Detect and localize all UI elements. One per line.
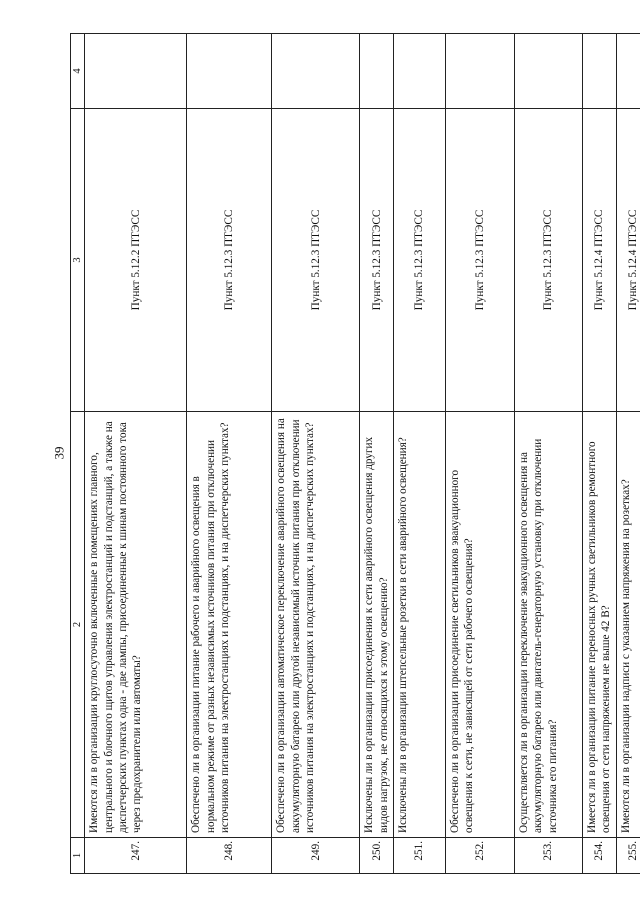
row-number: 255. <box>617 838 640 874</box>
page-number: 39 <box>51 446 67 460</box>
table-row <box>583 34 617 874</box>
row-question: Обеспечено ли в организации питание рабочего и аварийного освещения в нормальном режиме от разных независимых источников питания при отключении источников питания на электростанциях и подстанциях, и на диспетчерских пунктах? <box>187 412 272 838</box>
row-number: 249. <box>272 838 360 874</box>
row-number: 250. <box>360 838 394 874</box>
table-row <box>85 34 187 874</box>
row-number: 254. <box>583 838 617 874</box>
header-col-2: 2 <box>71 412 85 838</box>
table-header-row <box>71 34 85 874</box>
row-note <box>617 34 640 109</box>
table-row <box>360 34 394 874</box>
row-question: Осуществляется ли в организации переключение эвакуационного освещения на аккумуляторную батарею или двигатель-генераторную установку при отключении источника его питания? <box>515 412 583 838</box>
table-row <box>187 34 272 874</box>
checklist-table <box>70 33 640 874</box>
row-question: Имеются ли в организации круглосуточно включенные в помещениях главного, центрального и блочного щитов управления электростанций и подстанций, а также на диспетчерских пунктах одна - две лампы, присоединенные к шинам постоянного тока через предохранители или автоматы? <box>85 412 187 838</box>
row-reference: Пункт 5.12.3 ПТЭСС <box>187 109 272 412</box>
row-number: 251. <box>394 838 446 874</box>
row-reference: Пункт 5.12.3 ПТЭСС <box>515 109 583 412</box>
row-reference: Пункт 5.12.3 ПТЭСС <box>272 109 360 412</box>
rotated-table-container <box>70 34 640 874</box>
row-reference: Пункт 5.12.3 ПТЭСС <box>360 109 394 412</box>
row-reference: Пункт 5.12.4 ПТЭСС <box>617 109 640 412</box>
row-reference: Пункт 5.12.3 ПТЭСС <box>446 109 515 412</box>
row-question: Имеется ли в организации питание переносных ручных светильников ремонтного освещения от сети напряжением не выше 42 В? <box>583 412 617 838</box>
header-col-4: 4 <box>71 34 85 109</box>
row-question: Имеются ли в организации надписи с указанием напряжения на розетках? <box>617 412 640 838</box>
table-row <box>272 34 360 874</box>
row-number: 248. <box>187 838 272 874</box>
row-note <box>515 34 583 109</box>
table-row <box>617 34 640 874</box>
row-note <box>272 34 360 109</box>
row-question: Исключены ли в организации присоединения к сети аварийного освещения других видов нагрузок, не относящихся к этому освещению? <box>360 412 394 838</box>
row-note <box>85 34 187 109</box>
row-question: Обеспечено ли в организации автоматическое переключение аварийного освещения на аккумуляторную батарею или другой независимый источник питания при отключении источников питания на электростанциях и подстанциях, и на диспетчерских пунктах? <box>272 412 360 838</box>
row-number: 253. <box>515 838 583 874</box>
row-note <box>187 34 272 109</box>
row-number: 247. <box>85 838 187 874</box>
row-note <box>583 34 617 109</box>
row-note <box>446 34 515 109</box>
row-question: Исключены ли в организации штепсельные розетки в сети аварийного освещения? <box>394 412 446 838</box>
row-reference: Пункт 5.12.4 ПТЭСС <box>583 109 617 412</box>
row-question: Обеспечено ли в организации присоединение светильников эвакуационного освещения к сети, не зависящей от сети рабочего освещения? <box>446 412 515 838</box>
header-col-3: 3 <box>71 109 85 412</box>
table-row <box>515 34 583 874</box>
table-row <box>394 34 446 874</box>
row-note <box>394 34 446 109</box>
row-note <box>360 34 394 109</box>
row-reference: Пункт 5.12.2 ПТЭСС <box>85 109 187 412</box>
header-col-1: 1 <box>71 838 85 874</box>
table-row <box>446 34 515 874</box>
row-number: 252. <box>446 838 515 874</box>
row-reference: Пункт 5.12.3 ПТЭСС <box>394 109 446 412</box>
